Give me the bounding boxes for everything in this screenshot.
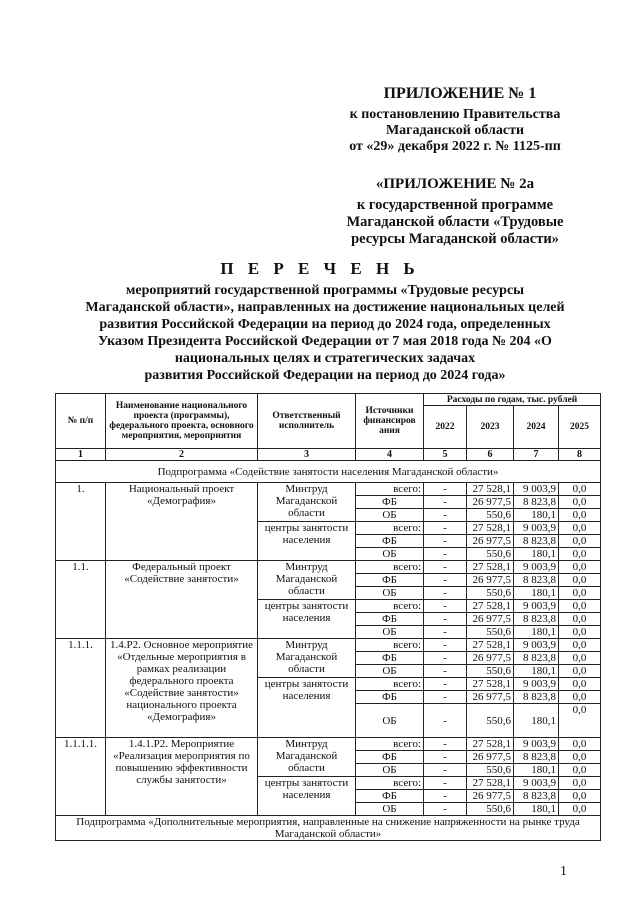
executor-centers: центры занятости населения [258,522,356,561]
value-2022: - [424,587,467,600]
value-2022: - [424,790,467,803]
value-2024: 9 003,9 [514,600,559,613]
value-2025: 0,0 [559,777,601,790]
header-num: № п/п [56,394,106,449]
funding-source: всего: [356,738,424,751]
funding-source: ФБ [356,535,424,548]
subprogram-row [56,816,601,841]
funding-source: ФБ [356,691,424,704]
header-expenses: Расходы по годам, тыс. рублей [424,394,601,406]
value-2023: 550,6 [467,665,514,678]
value-2024: 8 823,8 [514,613,559,626]
value-2024: 9 003,9 [514,639,559,652]
value-2022: - [424,509,467,522]
value-2023: 550,6 [467,587,514,600]
funding-source: ОБ [356,764,424,777]
value-2022: - [424,574,467,587]
value-2023: 27 528,1 [467,522,514,535]
value-2022: - [424,678,467,691]
table-row [56,738,601,751]
value-2023: 27 528,1 [467,777,514,790]
value-2022: - [424,764,467,777]
value-2023: 26 977,5 [467,574,514,587]
header-year-2024: 2024 [514,406,559,449]
value-2025: 0,0 [559,509,601,522]
value-2022: - [424,665,467,678]
value-2024: 8 823,8 [514,574,559,587]
table-row [56,561,601,574]
funding-source: ОБ [356,587,424,600]
funding-source: всего: [356,639,424,652]
value-2022: - [424,522,467,535]
value-2025: 0,0 [559,626,601,639]
col-number-2: 2 [106,449,258,461]
value-2025: 0,0 [559,613,601,626]
value-2025: 0,0 [559,803,601,816]
funding-source: всего: [356,777,424,790]
funding-source: ОБ [356,665,424,678]
value-2023: 26 977,5 [467,535,514,548]
value-2024: 9 003,9 [514,777,559,790]
value-2022: - [424,548,467,561]
value-2025: 0,0 [559,678,601,691]
value-2025: 0,0 [559,704,601,738]
value-2023: 27 528,1 [467,678,514,691]
page-number: 1 [560,864,567,879]
value-2023: 26 977,5 [467,652,514,665]
value-2025: 0,0 [559,738,601,751]
value-2022: - [424,496,467,509]
document-title: П Е Р Е Ч Е Н Ь [220,259,420,278]
executor-centers: центры занятости населения [258,777,356,816]
value-2023: 26 977,5 [467,613,514,626]
value-2025: 0,0 [559,496,601,509]
value-2025: 0,0 [559,600,601,613]
value-2024: 8 823,8 [514,652,559,665]
value-2022: - [424,626,467,639]
value-2023: 27 528,1 [467,561,514,574]
col-number-4: 4 [356,449,424,461]
value-2024: 9 003,9 [514,678,559,691]
executor-centers: центры занятости населения [258,600,356,639]
item-number: 1.1. [56,561,106,639]
value-2025: 0,0 [559,652,601,665]
col-number-6: 6 [467,449,514,461]
value-2022: - [424,803,467,816]
decree-line-1: к постановлению Правительства [349,107,561,122]
col-number-7: 7 [514,449,559,461]
value-2022: - [424,738,467,751]
funding-source: ОБ [356,704,424,738]
value-2023: 26 977,5 [467,751,514,764]
header-year-2023: 2023 [467,406,514,449]
value-2023: 550,6 [467,704,514,738]
subtitle-line-3: развития Российской Федерации на период до 2024 года, определенных [99,317,551,332]
col-number-3: 3 [258,449,356,461]
value-2022: - [424,704,467,738]
funding-source: ФБ [356,496,424,509]
col-number-5: 5 [424,449,467,461]
value-2023: 550,6 [467,509,514,522]
value-2024: 180,1 [514,704,559,738]
subprogram-2-title: Подпрограмма «Дополнительные мероприятия, направленные на снижение напряженности на рынке труда Магаданской области» [56,816,601,841]
measures-table [55,393,601,841]
table-row [56,483,601,496]
value-2022: - [424,561,467,574]
subtitle-line-4: Указом Президента Российской Федерации от 7 мая 2018 года № 204 «О [98,334,552,349]
value-2022: - [424,652,467,665]
funding-source: всего: [356,483,424,496]
value-2023: 26 977,5 [467,691,514,704]
item-name: Федеральный проект «Содействие занятости» [106,561,258,639]
value-2023: 550,6 [467,548,514,561]
item-number: 1. [56,483,106,561]
decree-line-2: Магаданской области [385,123,525,138]
value-2024: 8 823,8 [514,535,559,548]
decree-line-3: от «29» декабря 2022 г. № 1125-пп [349,139,561,154]
funding-source: ФБ [356,652,424,665]
program-line-1: к государственной программе [356,197,554,213]
value-2025: 0,0 [559,639,601,652]
value-2024: 9 003,9 [514,561,559,574]
item-name: 1.4.1.Р2. Мероприятие «Реализация мероприятия по повышению эффективности службы занятости» [106,738,258,816]
value-2023: 27 528,1 [467,738,514,751]
value-2022: - [424,613,467,626]
funding-source: всего: [356,600,424,613]
value-2025: 0,0 [559,574,601,587]
value-2024: 8 823,8 [514,790,559,803]
header-year-2025: 2025 [559,406,601,449]
document-subtitle [55,282,595,384]
subtitle-line-2: Магаданской области», направленных на достижение национальных целей [85,300,565,315]
value-2022: - [424,777,467,790]
value-2023: 27 528,1 [467,600,514,613]
value-2024: 180,1 [514,626,559,639]
program-line-3: ресурсы Магаданской области» [351,231,559,247]
value-2025: 0,0 [559,548,601,561]
executor-mintrud: Минтруд Магаданской области [258,561,356,600]
value-2024: 180,1 [514,764,559,777]
value-2023: 26 977,5 [467,496,514,509]
funding-source: всего: [356,678,424,691]
value-2022: - [424,535,467,548]
funding-source: ФБ [356,751,424,764]
item-number: 1.1.1.1. [56,738,106,816]
value-2025: 0,0 [559,764,601,777]
value-2024: 8 823,8 [514,496,559,509]
funding-source: ОБ [356,803,424,816]
funding-source: ОБ [356,626,424,639]
value-2024: 180,1 [514,587,559,600]
value-2023: 550,6 [467,764,514,777]
value-2023: 26 977,5 [467,790,514,803]
value-2022: - [424,751,467,764]
col-number-1: 1 [56,449,106,461]
subtitle-line-5: национальных целях и стратегических задачах [174,351,476,366]
table-body [56,394,601,841]
subtitle-line-6: развития Российской Федерации на период до 2024 года» [144,368,506,383]
value-2024: 180,1 [514,803,559,816]
value-2023: 550,6 [467,626,514,639]
header-responsible: Ответственный исполнитель [258,394,356,449]
value-2025: 0,0 [559,691,601,704]
value-2025: 0,0 [559,665,601,678]
subtitle-line-1: мероприятий государственной программы «Трудовые ресурсы [125,283,525,298]
funding-source: всего: [356,561,424,574]
value-2025: 0,0 [559,751,601,764]
item-number: 1.1.1. [56,639,106,738]
subprogram-row: Подпрограмма «Содействие занятости населения Магаданской области» [56,461,601,483]
value-2022: - [424,639,467,652]
value-2025: 0,0 [559,790,601,803]
value-2024: 9 003,9 [514,738,559,751]
header-source: Источники финансиров ания [356,394,424,449]
value-2024: 8 823,8 [514,751,559,764]
value-2022: - [424,691,467,704]
value-2024: 180,1 [514,548,559,561]
value-2023: 27 528,1 [467,639,514,652]
appendix-1-heading: ПРИЛОЖЕНИЕ № 1 [383,85,537,102]
funding-source: ФБ [356,574,424,587]
value-2022: - [424,483,467,496]
funding-source: ОБ [356,509,424,522]
value-2025: 0,0 [559,561,601,574]
col-number-8: 8 [559,449,601,461]
value-2023: 27 528,1 [467,483,514,496]
funding-source: ФБ [356,613,424,626]
program-line-2: Магаданской области «Трудовые [346,214,564,230]
item-name: 1.4.Р2. Основное мероприятие «Отдельные мероприятия в рамках реализации федерального проекта «Содействие занятости» национального проекта «Демография» [106,639,258,738]
header-name: Наименование национального проекта (программы), федерального проекта, основного мероприятия, мероприятия [106,394,258,449]
value-2025: 0,0 [559,522,601,535]
executor-mintrud: Минтруд Магаданской области [258,738,356,777]
value-2023: 550,6 [467,803,514,816]
value-2022: - [424,600,467,613]
value-2025: 0,0 [559,587,601,600]
funding-source: ФБ [356,790,424,803]
table-row [56,639,601,652]
value-2025: 0,0 [559,483,601,496]
value-2025: 0,0 [559,535,601,548]
value-2024: 180,1 [514,509,559,522]
header-year-2022: 2022 [424,406,467,449]
decree-reference [320,107,590,155]
funding-source: ОБ [356,548,424,561]
funding-source: всего: [356,522,424,535]
executor-centers: центры занятости населения [258,678,356,738]
value-2024: 8 823,8 [514,691,559,704]
item-name: Национальный проект «Демография» [106,483,258,561]
value-2024: 180,1 [514,665,559,678]
executor-mintrud: Минтруд Магаданской области [258,483,356,522]
value-2024: 9 003,9 [514,483,559,496]
executor-mintrud: Минтруд Магаданской области [258,639,356,678]
value-2024: 9 003,9 [514,522,559,535]
appendix-2a-heading: «ПРИЛОЖЕНИЕ № 2а [375,176,535,192]
program-reference [320,197,590,248]
